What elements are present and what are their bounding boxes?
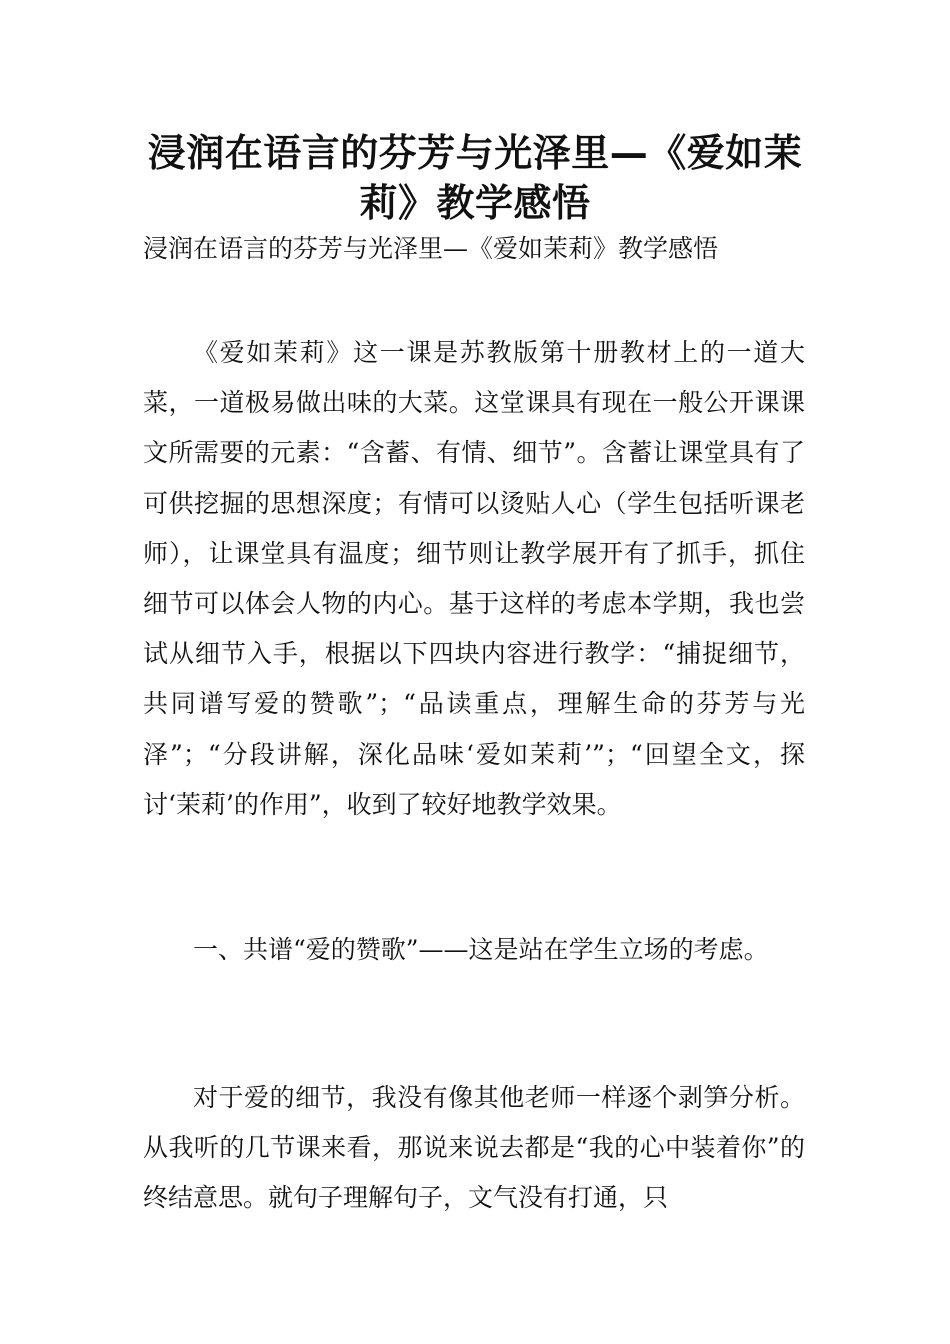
document-title: 浸润在语言的芬芳与光泽里—《爱如茉莉》教学感悟 [147,131,803,225]
paragraph-section-one-heading: 一、共谱“爱的赞歌”——这是站在学生立场的考虑。 [193,935,769,964]
paragraph-love-details: 对于爱的细节，我没有像其他老师一样逐个剥笋分析。从我听的几节课来看，那说来说去都是“我的心中装着你”的终结意思。就句子理解句子，文气没有打通，只 [143,1083,805,1213]
paragraph-intro: 《爱如茉莉》这一课是苏教版第十册教材上的一道大菜，一道极易做出味的大菜。这堂课具有现在一般公开课课文所需要的元素：“含蓄、有情、细节”。含蓄让课堂具有了可供挖掘的思想深度；有情可以烫贴人心（学生包括听课老师），让课堂具有温度；细节则让教学展开有了抓手，抓住细节可以体会人物的内心。基于这样的考虑本学期，我也尝试从细节入手，根据以下四块内容进行教学：“捕捉细节，共同谱写爱的赞歌”；“品读重点，理解生命的芬芳与光泽”；“分段讲解，深化品味‘爱如茉莉’”；“回望全文，探讨‘茉莉’的作用”，收到了较好地教学效果。 [143,338,805,819]
document-subtitle: 浸润在语言的芬芳与光泽里—《爱如茉莉》教学感悟 [143,234,719,263]
